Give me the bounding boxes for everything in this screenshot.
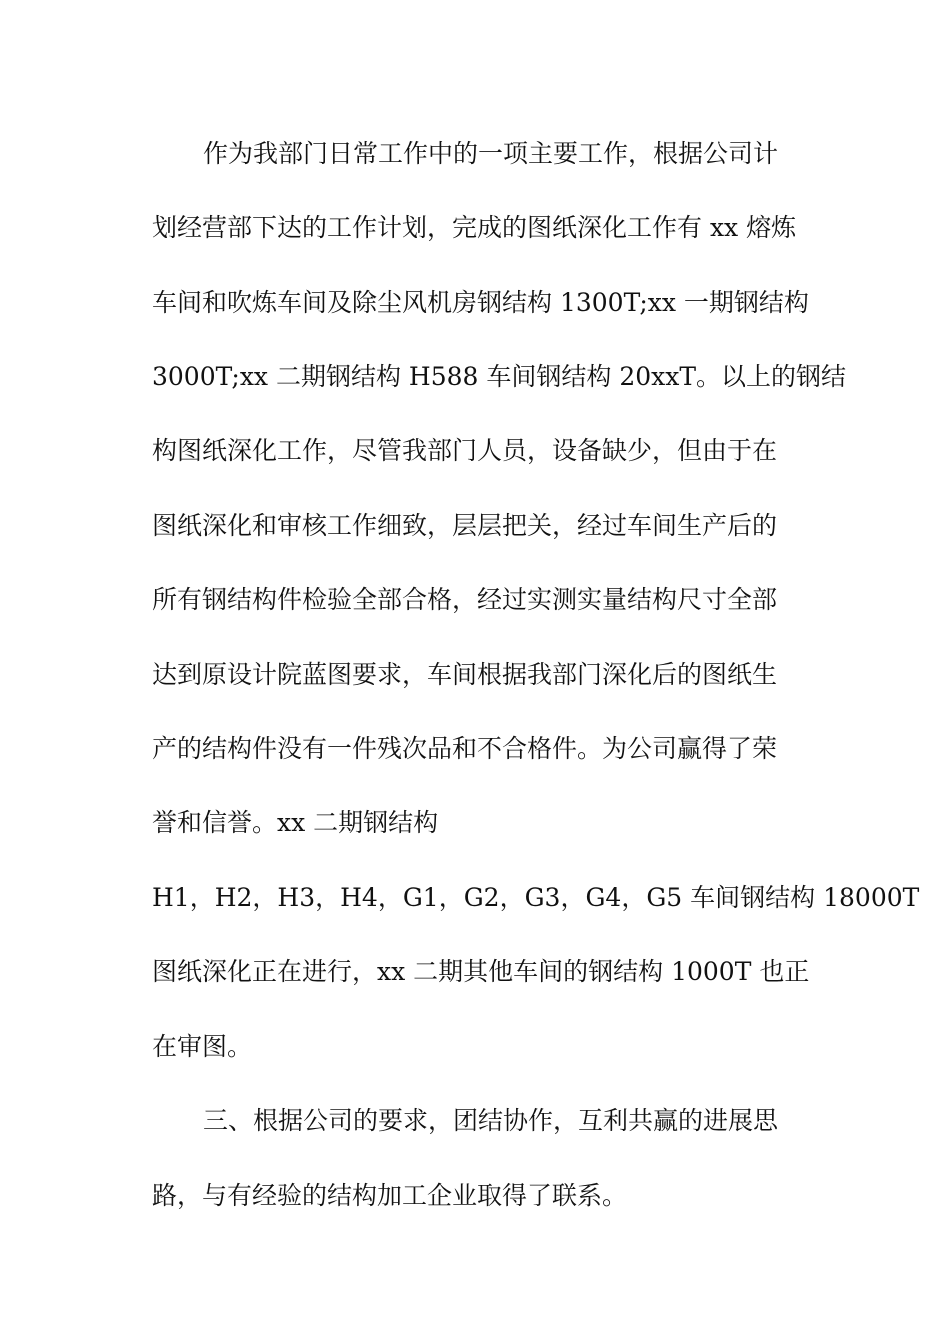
paragraph-1-line-4: 3000T;xx 二期钢结构 H588 车间钢结构 20xxT。以上的钢结: [152, 362, 847, 391]
paragraph-1-line-1: 作为我部门日常工作中的一项主要工作，根据公司计: [203, 139, 779, 168]
paragraph-1-line-5: 构图纸深化工作，尽管我部门人员，设备缺少，但由于在: [152, 436, 778, 465]
paragraph-1-line-9: 产的结构件没有一件残次品和不合格件。为公司赢得了荣: [152, 734, 778, 763]
paragraph-1-line-8: 达到原设计院蓝图要求，车间根据我部门深化后的图纸生: [152, 660, 778, 689]
paragraph-1-line-11: H1，H2，H3，H4，G1，G2，G3，G4，G5 车间钢结构 18000T: [152, 883, 920, 912]
paragraph-1-line-2: 划经营部下达的工作计划，完成的图纸深化工作有 xx 熔炼: [152, 213, 797, 242]
paragraph-2-line-1: 三、根据公司的要求，团结协作，互利共赢的进展思: [203, 1106, 779, 1135]
paragraph-1-line-6: 图纸深化和审核工作细致，层层把关，经过车间生产后的: [152, 511, 778, 540]
paragraph-1-line-3: 车间和吹炼车间及除尘风机房钢结构 1300T;xx 一期钢结构: [152, 288, 809, 317]
paragraph-1-line-12: 图纸深化正在进行，xx 二期其他车间的钢结构 1000T 也正: [152, 957, 810, 986]
paragraph-1-line-10: 誉和信誉。xx 二期钢结构: [152, 808, 439, 837]
paragraph-1-line-13: 在审图。: [152, 1032, 253, 1061]
paragraph-1-line-7: 所有钢结构件检验全部合格，经过实测实量结构尺寸全部: [152, 585, 778, 614]
paragraph-2-line-2: 路，与有经验的结构加工企业取得了联系。: [152, 1181, 628, 1210]
